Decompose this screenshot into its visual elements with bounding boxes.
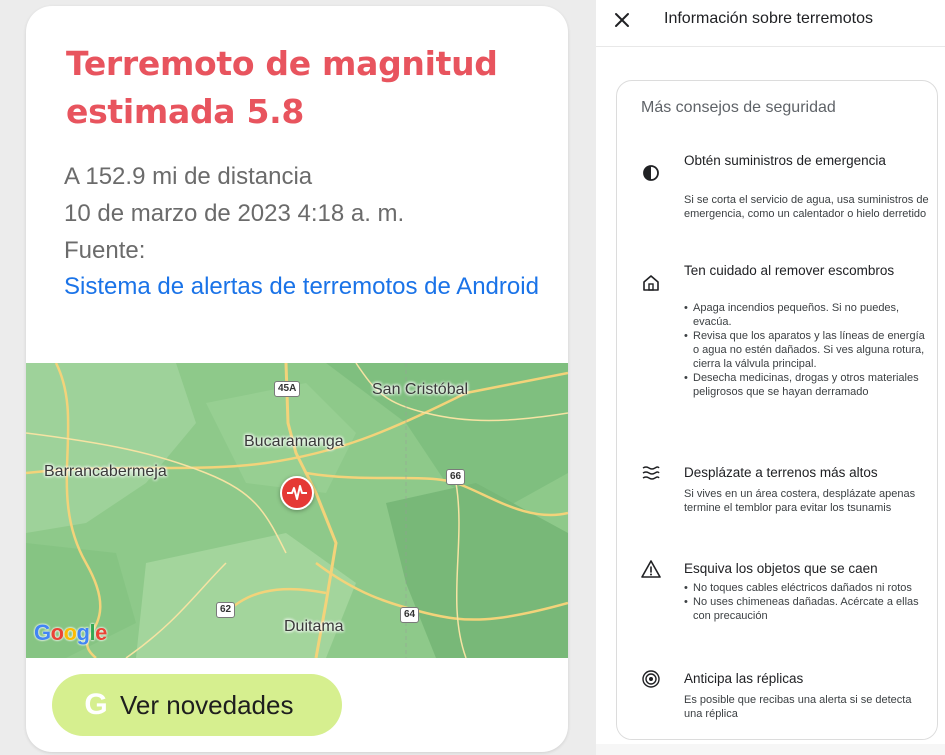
half-circle-icon <box>641 163 661 183</box>
tip-bullet: • No uses chimeneas dañadas. Acércate a ellas con precaución <box>684 595 929 623</box>
home-icon <box>641 273 661 293</box>
tip-bullet: • Revisa que los aparatos y las líneas de energía o agua no estén dañados. Si ves alguna rotura, cierra la válvula principal. <box>684 329 929 371</box>
tip-title: Desplázate a terrenos más altos <box>684 465 878 480</box>
tip-text: Si vives en un área costera, desplázate apenas termine el temblor para evitar los tsunamis <box>684 488 916 514</box>
tip-bullet: • Desecha medicinas, drogas y otros materiales peligrosos que se hayan derramado <box>684 371 929 399</box>
tip-title: Ten cuidado al remover escombros <box>684 263 895 278</box>
panel-title: Información sobre terremotos <box>664 10 873 27</box>
safety-tips-card <box>616 80 938 740</box>
epicenter-marker[interactable] <box>280 476 314 510</box>
datetime-text: 10 de marzo de 2023 4:18 a. m. <box>64 200 405 227</box>
section-heading: Más consejos de seguridad <box>641 99 836 116</box>
source-label: Fuente: <box>64 237 146 264</box>
source-link[interactable]: Sistema de alertas de terremotos de Android <box>64 273 539 300</box>
road-shield-62: 62 <box>216 602 235 618</box>
google-logo <box>34 620 107 646</box>
alert-details <box>64 158 544 303</box>
google-logo-text: Google <box>34 620 107 645</box>
tip-bullets <box>684 581 929 623</box>
tip-title: Anticipa las réplicas <box>684 671 804 686</box>
map-label-duitama: Duitama <box>284 618 344 635</box>
tip-title: Obtén suministros de emergencia <box>684 153 886 168</box>
road-shield-45a: 45A <box>274 381 300 397</box>
warning-icon <box>641 559 661 579</box>
map-background <box>26 363 568 658</box>
tip-bullet: • Apaga incendios pequeños. Si no puedes, evacúa. <box>684 301 929 329</box>
earthquake-alert-card <box>26 6 568 752</box>
waves-icon <box>641 463 661 483</box>
distance-text: A 152.9 mi de distancia <box>64 163 313 190</box>
earthquake-info-panel <box>596 0 945 755</box>
tip-text: Si se corta el servicio de agua, usa suministros de emergencia, como un calentador o hielo derretido <box>684 194 929 220</box>
road-shield-64: 64 <box>400 607 419 623</box>
tip-bullet: • No toques cables eléctricos dañados ni rotos <box>684 581 929 595</box>
ver-novedades-label: Ver novedades <box>120 689 294 720</box>
road-shield-66: 66 <box>446 469 465 485</box>
scroll-fade <box>617 721 938 739</box>
epicenter-map[interactable] <box>26 363 568 658</box>
tip-title: Esquiva los objetos que se caen <box>684 561 878 576</box>
alert-title: Terremoto de magnitud estimada 5.8 <box>66 44 498 131</box>
tip-bullets <box>684 301 929 399</box>
tip-text: Es posible que recibas una alerta si se detecta una réplica <box>684 694 912 720</box>
map-label-barrancabermeja: Barrancabermeja <box>44 463 167 480</box>
divider <box>596 46 945 47</box>
close-icon[interactable] <box>610 8 634 32</box>
target-icon <box>641 669 661 689</box>
google-g-icon: G <box>84 688 108 721</box>
ver-novedades-button[interactable] <box>52 674 342 736</box>
bottom-bar <box>596 744 945 755</box>
map-label-bucaramanga: Bucaramanga <box>244 433 344 450</box>
seismic-wave-icon <box>286 482 308 504</box>
top-app-bar <box>596 0 945 44</box>
map-label-san-cristobal: San Cristóbal <box>372 381 469 398</box>
